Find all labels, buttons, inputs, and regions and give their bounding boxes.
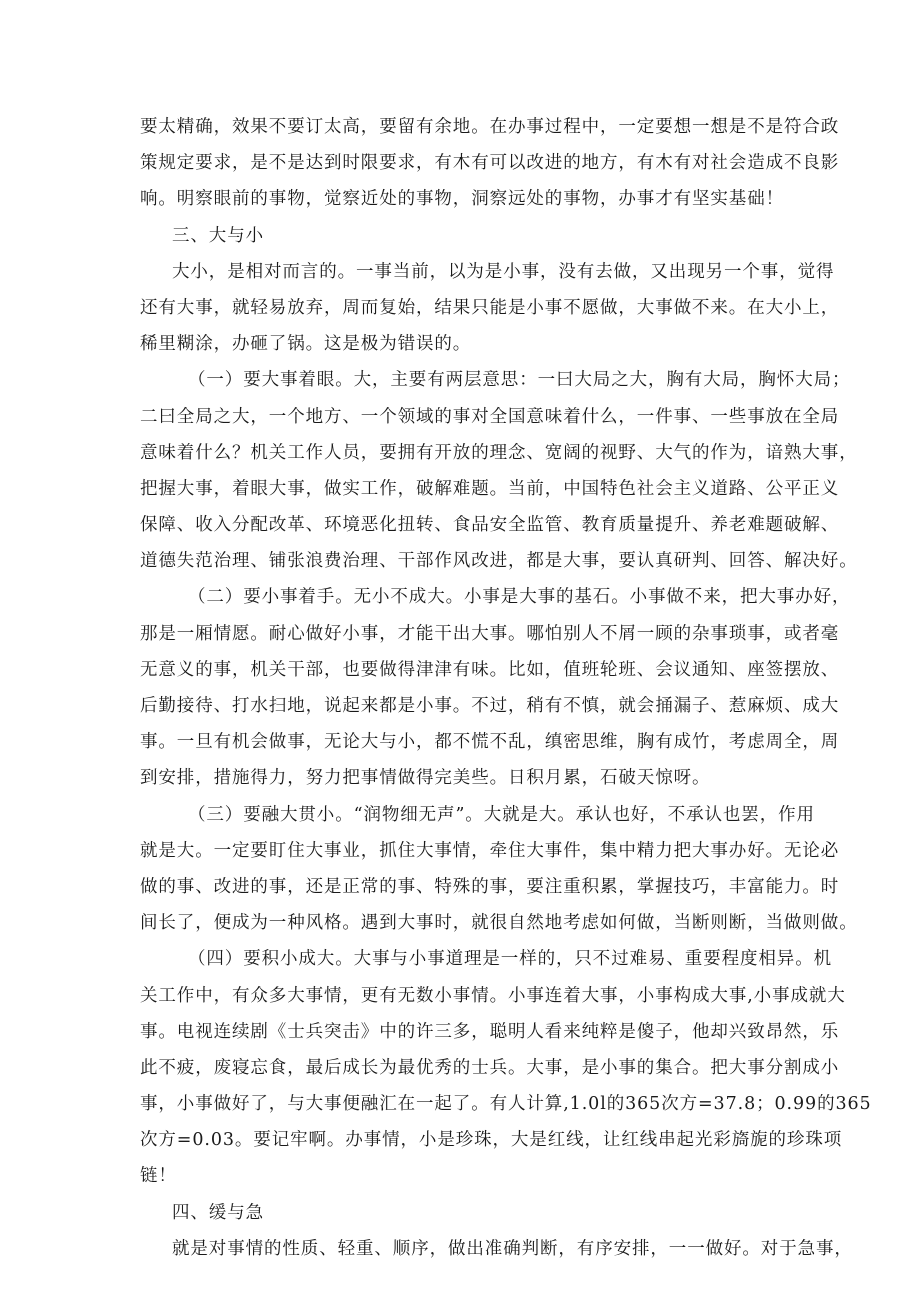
text-line: 事，小事做好了，与大事便融汇在一起了。有人计算,1.0l的365次方=37.8；0.99的365 — [140, 1094, 872, 1115]
document-page — [140, 109, 872, 1267]
text-line: 要太精确，效果不要订太高，要留有余地。在办事过程中，一定要想一想是不是符合政 — [140, 117, 840, 137]
text-line: 那是一厢情愿。耐心做好小事，才能干出大事。哪怕别人不屑一顾的杂事琐事，或者毫 — [140, 623, 840, 644]
text-line: 响。明察眼前的事物，觉察近处的事物，洞察远处的事物，办事才有坚实基础！ — [140, 189, 784, 210]
text-line: 大小，是相对而言的。一事当前，以为是小事，没有去做，又出现另一个事，觉得 — [172, 261, 835, 282]
text-line: 保障、收入分配改革、环境恶化扭转、食品安全监管、教育质量提升、养老难题破解、 — [140, 515, 840, 536]
text-line: （二）要小事着手。无小不成大。小事是大事的基石。小事做不来，把大事办好， — [188, 587, 851, 608]
text-line: 意味着什么？机关工作人员，要拥有开放的理念、宽阔的视野、大气的作为，谙熟大事， — [140, 442, 858, 463]
text-line: 关工作中，有众多大事情，更有无数小事情。小事连着大事，小事构成大事,小事成就大 — [140, 985, 846, 1006]
section3-point-2-paragraph — [140, 579, 851, 796]
section4-intro-paragraph — [140, 1231, 853, 1267]
section3-point-3-paragraph — [140, 797, 858, 942]
text-line: 把握大事，着眼大事，做实工作，破解难题。当前，中国特色社会主义道路、公平正义 — [140, 478, 840, 499]
text-line: 事。电视连续剧《士兵突击》中的许三多，聪明人看来纯粹是傻子，他却兴致昂然，乐 — [140, 1021, 840, 1042]
text-line: 链！ — [140, 1166, 177, 1187]
section-heading-3: 三、大与小 — [172, 225, 264, 246]
text-line: 到安排，措施得力，努力把事情做得完美些。日积月累，石破天惊呀。 — [140, 768, 711, 789]
text-line: 策规定要求，是不是达到时限要求，有木有可以改进的地方，有木有对社会造成不良影 — [140, 153, 840, 174]
text-line: 间长了，便成为一种风格。遇到大事时，就很自然地考虑如何做，当断则断，当做则做。 — [140, 913, 858, 934]
text-line: （一）要大事着眼。大，主要有两层意思：一曰大局之大，胸有大局，胸怀大局； — [188, 370, 851, 391]
text-line: 做的事、改进的事，还是正常的事、特殊的事，要注重积累，掌握技巧，丰富能力。时 — [140, 876, 840, 897]
text-line: 就是对事情的性质、轻重、顺序，做出准确判断，有序安排，一一做好。对于急事， — [172, 1238, 853, 1259]
section3-point-1-paragraph — [140, 362, 858, 579]
text-line: 道德失范治理、铺张浪费治理、干部作风改进，都是大事，要认真研判、回答、解决好。 — [140, 551, 858, 572]
text-line: 次方=0.03。要记牢啊。办事情，小是珍珠，大是红线，让红线串起光彩旖旎的珍珠项 — [140, 1130, 843, 1151]
text-line: 就是大。一定要盯住大事业，抓住大事情，牵住大事件，集中精力把大事办好。无论必 — [140, 840, 840, 861]
text-line: （四）要积小成大。大事与小事道理是一样的，只不过难易、重要程度相异。机 — [188, 949, 832, 970]
text-line: 后勤接待、打水扫地，说起来都是小事。不过，稍有不慎，就会捅漏子、惹麻烦、成大 — [140, 696, 840, 716]
text-line: 事。一旦有机会做事，无论大与小，都不慌不乱，缜密思维，胸有成竹，考虑周全，周 — [140, 732, 840, 753]
text-line: 无意义的事，机关干部，也要做得津津有味。比如，值班轮班、会议通知、座签摆放、 — [140, 659, 840, 680]
text-line: 此不疲，废寝忘食，最后成长为最优秀的士兵。大事，是小事的集合。把大事分割成小 — [140, 1057, 840, 1078]
continuation-paragraph — [140, 109, 840, 218]
text-line: 还有大事，就轻易放弃，周而复始，结果只能是小事不愿做，大事做不来。在大小上， — [140, 297, 840, 318]
section-heading-4: 四、缓与急 — [172, 1202, 264, 1223]
text-line: （三）要融大贯小。“润物细无声”。大就是大。承认也好，不承认也罢，作用 — [188, 804, 815, 825]
section3-point-4-paragraph — [140, 941, 872, 1194]
text-line: 二曰全局之大，一个地方、一个领域的事对全国意味着什么，一件事、一些事放在全局 — [140, 406, 840, 427]
section3-intro-paragraph — [140, 254, 840, 363]
text-line: 稀里糊涂，办砸了锅。这是极为错误的。 — [140, 334, 472, 355]
